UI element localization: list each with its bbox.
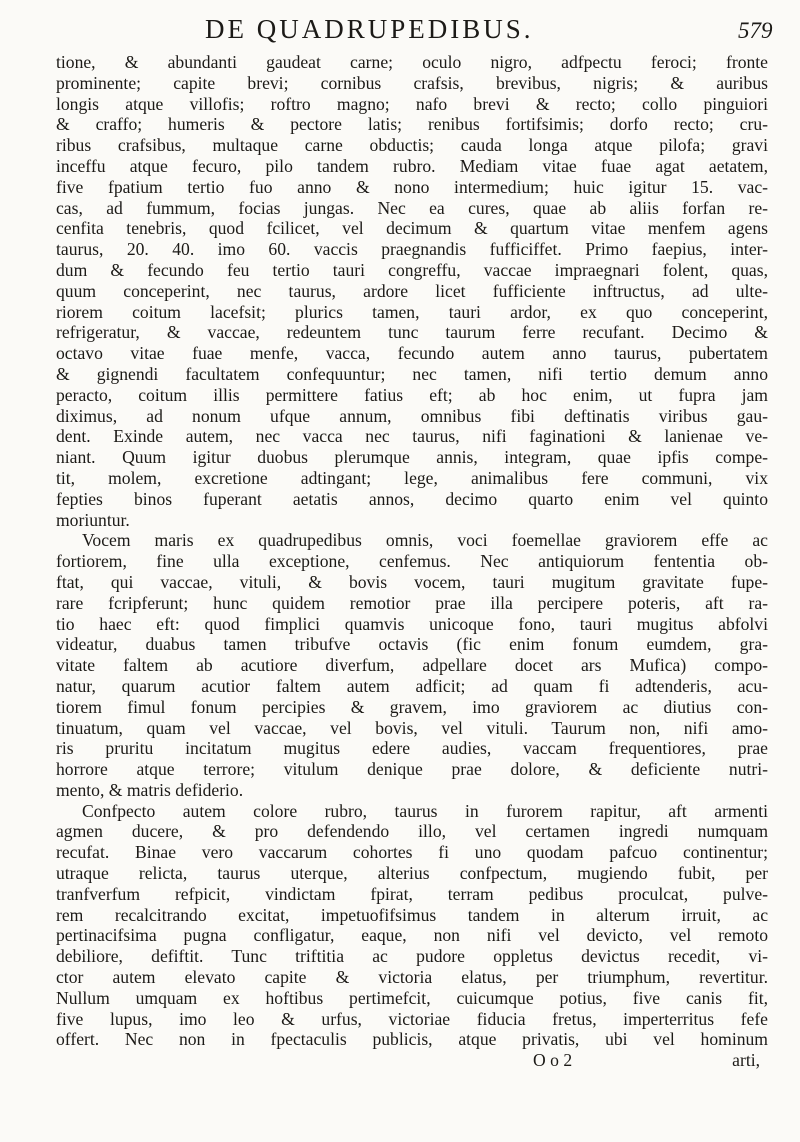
page-header: [0, 14, 800, 54]
text-line: agmen ducere, & pro defendendo illo, vel certamen ingredi numquam: [56, 821, 768, 842]
text-line: tio haec eft: quod fimplici quamvis unicoque fono, tauri mugitus abfolvi: [56, 613, 768, 634]
catchword: arti,: [732, 1050, 760, 1071]
text-line: cas, ad fummum, focias jungas. Nec ea cures, quae ab aliis forfan re-: [56, 197, 768, 218]
text-line: pertinacifsima pugna confligatur, eaque, non nifi vel devicto, vel remoto: [56, 925, 768, 946]
text-line: offert. Nec non in fpectaculis publicis, atque privatis, ubi vel hominum: [56, 1029, 768, 1050]
text-line: prominente; capite brevi; cornibus crafsis, brevibus, nigris; & auribus: [56, 72, 768, 93]
text-line: inceffu atque fecuro, pilo tandem rubro. Mediam vitae fuae agat aetatem,: [56, 155, 768, 176]
paragraph: [56, 530, 768, 800]
text-line: octavo vitae fuae menfe, vacca, fecundo autem anno taurus, pubertatem: [56, 343, 768, 364]
text-line: recufat. Binae vero vaccarum cohortes fi uno quodam pafcuo continentur;: [56, 842, 768, 863]
text-line: rem recalcitrando excitat, impetuofifsimus tandem in alterum irruit, ac: [56, 904, 768, 925]
text-line: videatur, duabus tamen tribufve octavis (fic enim fonum eumdem, gra-: [56, 634, 768, 655]
text-line: longis atque villofis; roftro magno; nafo brevi & recto; collo pinguiori: [56, 93, 768, 114]
text-line: tranfverfum refpicit, vindictam fpirat, terram pedibus proculcat, pulve-: [56, 883, 768, 904]
page-number: 579: [738, 18, 773, 43]
text-line: fepties binos fuperant aetatis annos, decimo quarto enim vel quinto: [56, 488, 768, 509]
text-line: dent. Exinde autem, nec vacca nec taurus, nifi faginationi & lanienae ve-: [56, 426, 768, 447]
text-line: mento, & matris defiderio.: [56, 779, 244, 800]
text-line: taurus, 20. 40. imo 60. vaccis praegnandis fufficiffet. Primo faepius, inter-: [56, 239, 768, 260]
text-line: ctor autem elevato capite & victoria elatus, per triumphum, revertitur.: [56, 967, 768, 988]
page-footer: [56, 1050, 768, 1071]
text-line: ftat, qui vaccae, vituli, & bovis vocem, tauri mugitum gravitate fupe-: [56, 571, 768, 592]
running-head: DE QUADRUPEDIBUS.: [205, 14, 534, 44]
text-line: tiorem fimul fonum percipies & gravem, imo graviorem ac diutius con-: [56, 696, 768, 717]
text-line: Confpecto autem colore rubro, taurus in furorem rapitur, aft armenti: [82, 800, 768, 821]
text-line: Nullum umquam ex hoftibus pertimefcit, cuicumque potius, five canis fit,: [56, 987, 768, 1008]
text-line: fortiorem, fine ulla exceptione, cenfemus. Nec antiquiorum fententia ob-: [56, 551, 768, 572]
text-line: five fpatium tertio fuo anno & nono intermedium; huic igitur 15. vac-: [56, 176, 768, 197]
text-line: utraque relicta, taurus uterque, alterius confpectum, mugiendo fubit, per: [56, 863, 768, 884]
text-line: debiliore, defiftit. Tunc triftitia ac pudore oppletus devictus recedit, vi-: [56, 946, 768, 967]
text-line: diximus, ad nonum ufque annum, omnibus fibi deftinatis viribus gau-: [56, 405, 768, 426]
text-line: vitate faltem ab acutiore diverfum, adpellare docet ars Mufica) compo-: [56, 655, 768, 676]
text-line: refrigeratur, & vaccae, redeuntem tunc taurum ferre recufant. Decimo &: [56, 322, 768, 343]
text-line: dum & fecundo feu tertio tauri congreffu, vaccae impraegnari folent, quas,: [56, 259, 768, 280]
paragraph: [56, 52, 768, 530]
body-text: [56, 52, 768, 1071]
text-line: ribus crafsibus, multaque carne obductis; cauda longa atque pilofa; gravi: [56, 135, 768, 156]
text-line: & gignendi facultatem confequuntur; nec tamen, nifi tertio demum anno: [56, 363, 768, 384]
text-line: rare fcripferunt; hunc quidem remotior prae illa percipere poteris, aft ra-: [56, 592, 768, 613]
text-line: natur, quarum acutior faltem autem adficit; ad quam fi adtenderis, acu-: [56, 675, 768, 696]
paragraph: [56, 801, 768, 1051]
text-line: tione, & abundanti gaudeat carne; oculo nigro, adfpectu feroci; fronte: [56, 52, 768, 72]
text-line: cenfita tenebris, quod fcilicet, vel decimum & quartum vitae menfem agens: [56, 218, 768, 239]
text-line: moriuntur.: [56, 509, 130, 530]
text-line: tinuatum, quam vel vaccae, vel bovis, vel vituli. Taurum non, nifi amo-: [56, 717, 768, 738]
text-line: niant. Quum igitur duobus plerumque annis, integram, quae ipfis compe-: [56, 447, 768, 468]
text-line: peracto, coitum illis permittere fatius eft; ab hoc enim, ut fupra jam: [56, 384, 768, 405]
text-line: horrore atque terrore; vitulum denique prae dolore, & deficiente nutri-: [56, 759, 768, 780]
signature-mark: O o 2: [533, 1050, 573, 1071]
text-line: five lupus, imo leo & urfus, victoriae fiducia fretus, imperterritus fefe: [56, 1008, 768, 1029]
text-line: Vocem maris ex quadrupedibus omnis, voci foemellae graviorem effe ac: [82, 530, 768, 551]
text-line: riorem coitum lacefsit; plurics tamen, tauri ardor, ex quo conceperint,: [56, 301, 768, 322]
text-line: ris pruritu incitatum mugitus edere audies, vaccam frequentiores, prae: [56, 738, 768, 759]
text-line: quum conceperint, nec taurus, ardore licet fufficiente inftructus, ad ulte-: [56, 280, 768, 301]
text-line: & craffo; humeris & pectore latis; renibus fortifsimis; dorfo recto; cru-: [56, 114, 768, 135]
text-line: tit, molem, excretione adtingant; lege, animalibus fere communi, vix: [56, 467, 768, 488]
